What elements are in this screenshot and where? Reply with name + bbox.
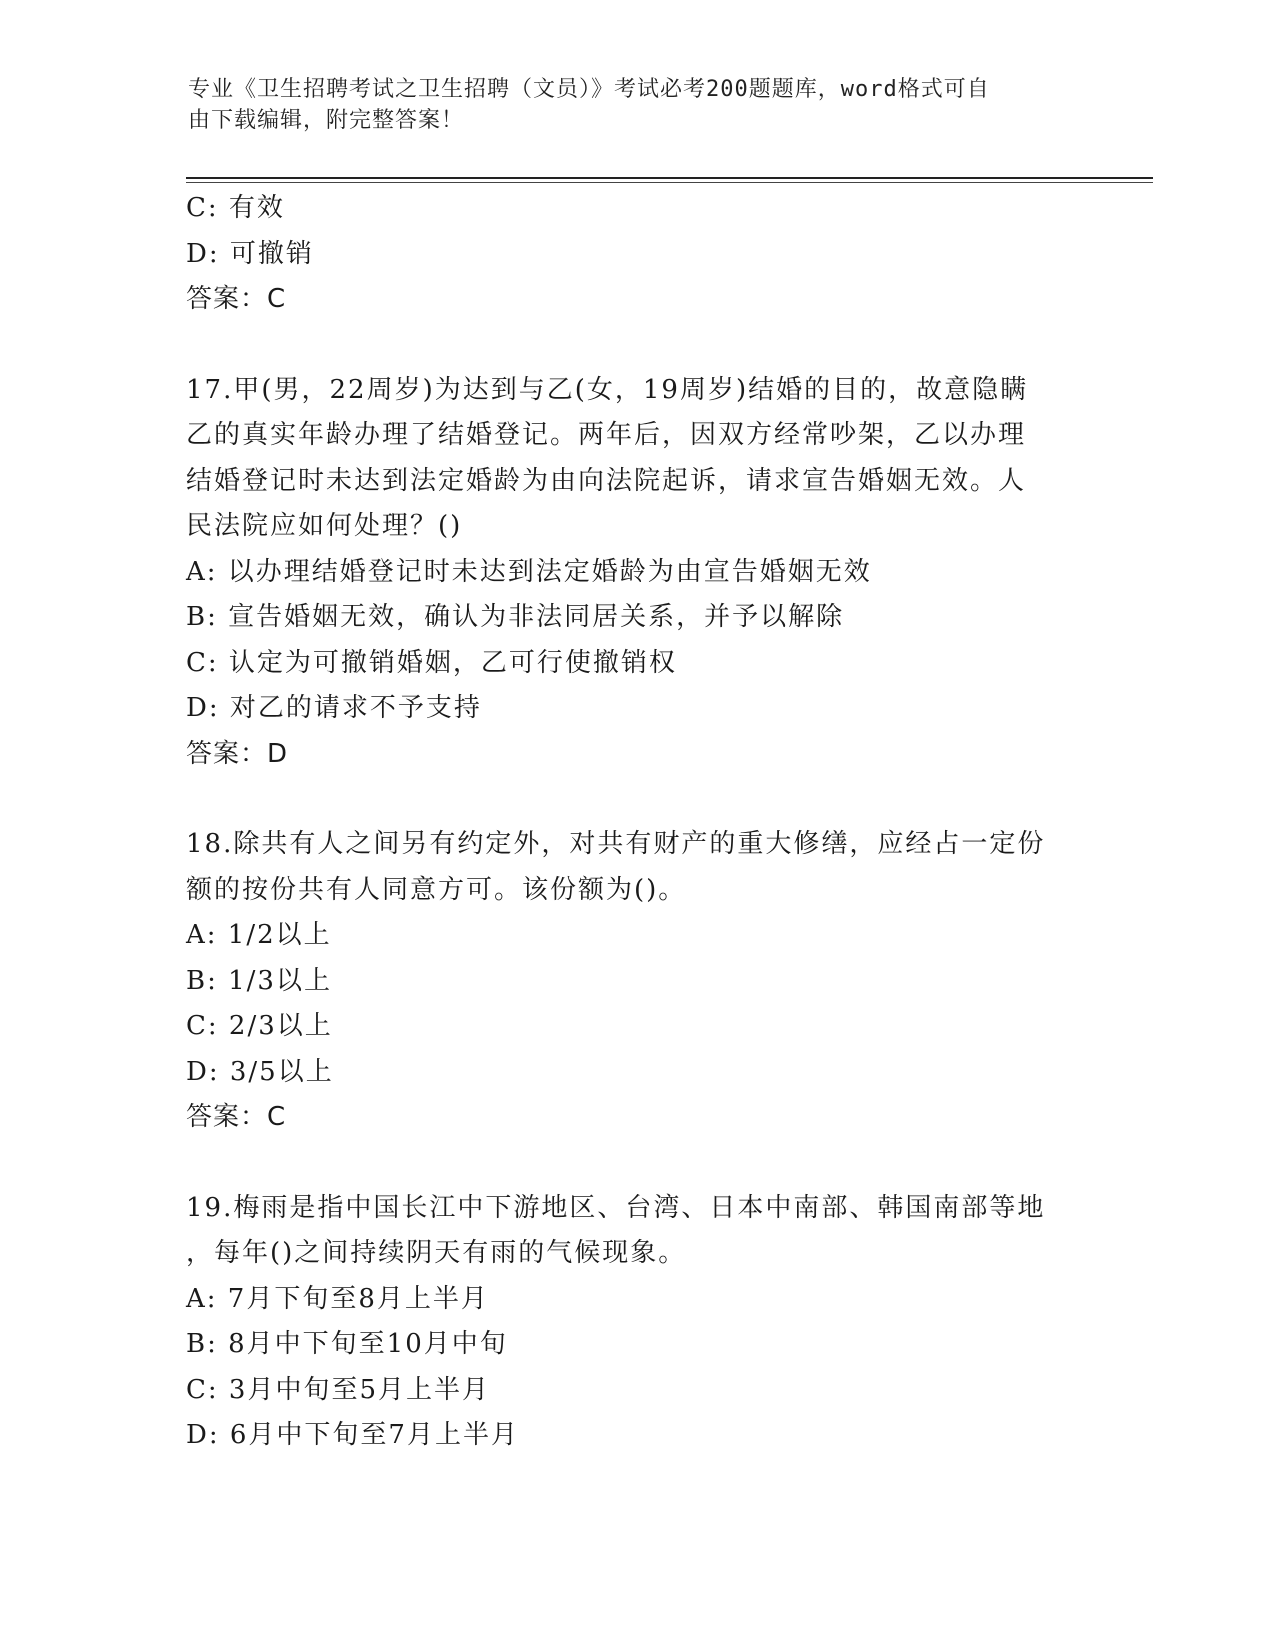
- question-stem-line: 结婚登记时未达到法定婚龄为由向法院起诉，请求宣告婚姻无效。人: [186, 465, 1027, 496]
- header-divider-thick: [186, 177, 1153, 179]
- question-stem-line: 19.梅雨是指中国长江中下游地区、台湾、日本中南部、韩国南部等地: [186, 1192, 1046, 1223]
- option-c: C: 有效: [186, 193, 285, 223]
- answer-line: 答案：C: [186, 284, 287, 314]
- question-19: [186, 1186, 1086, 1459]
- option-c: C: 3月中旬至5月上半月: [186, 1374, 491, 1405]
- document-header: [188, 74, 1088, 136]
- question-stem-line: 乙的真实年龄办理了结婚登记。两年后，因双方经常吵架，乙以办理: [186, 420, 1027, 450]
- spacer: [186, 1141, 1086, 1186]
- previous-question-tail: [186, 186, 1086, 323]
- option-b: B: 8月中下旬至10月中旬: [186, 1329, 508, 1359]
- header-divider-thin: [186, 182, 1153, 183]
- question-18: [186, 822, 1086, 1141]
- option-d: D: 3/5以上: [186, 1056, 334, 1087]
- question-stem-line: 额的按份共有人同意方可。该份额为()。: [186, 874, 687, 905]
- question-stem-line: 18.除共有人之间另有约定外，对共有财产的重大修缮，应经占一定份: [186, 829, 1046, 859]
- option-d: D: 可撤销: [186, 238, 314, 269]
- option-a: A: 以办理结婚登记时未达到法定婚龄为由宣告婚姻无效: [186, 556, 872, 587]
- option-c: C: 2/3以上: [186, 1011, 333, 1041]
- answer-line: 答案：C: [186, 1102, 287, 1132]
- spacer: [186, 323, 1086, 368]
- option-b: B: 1/3以上: [186, 965, 332, 996]
- option-d: D: 6月中下旬至7月上半月: [186, 1420, 519, 1450]
- spacer: [186, 777, 1086, 822]
- option-b: B: 宣告婚姻无效，确认为非法同居关系，并予以解除: [186, 602, 845, 632]
- option-a: A: 1/2以上: [186, 920, 332, 950]
- option-d: D: 对乙的请求不予支持: [186, 693, 482, 723]
- question-stem-line: 17.甲(男，22周岁)为达到与乙(女，19周岁)结婚的目的，故意隐瞒: [186, 374, 1029, 405]
- option-a: A: 7月下旬至8月上半月: [186, 1283, 489, 1314]
- header-line-1: 专业《卫生招聘考试之卫生招聘（文员）》考试必考200题题库，word格式可自: [188, 77, 990, 102]
- header-line-2: 由下载编辑，附完整答案！: [188, 108, 465, 133]
- question-stem-line: 民法院应如何处理？(): [186, 511, 463, 541]
- question-17: [186, 368, 1086, 778]
- question-content: [186, 186, 1086, 1459]
- question-stem-line: ，每年()之间持续阴天有雨的气候现象。: [186, 1238, 687, 1268]
- answer-line: 答案：D: [186, 738, 289, 769]
- option-c: C: 认定为可撤销婚姻，乙可行使撤销权: [186, 647, 677, 678]
